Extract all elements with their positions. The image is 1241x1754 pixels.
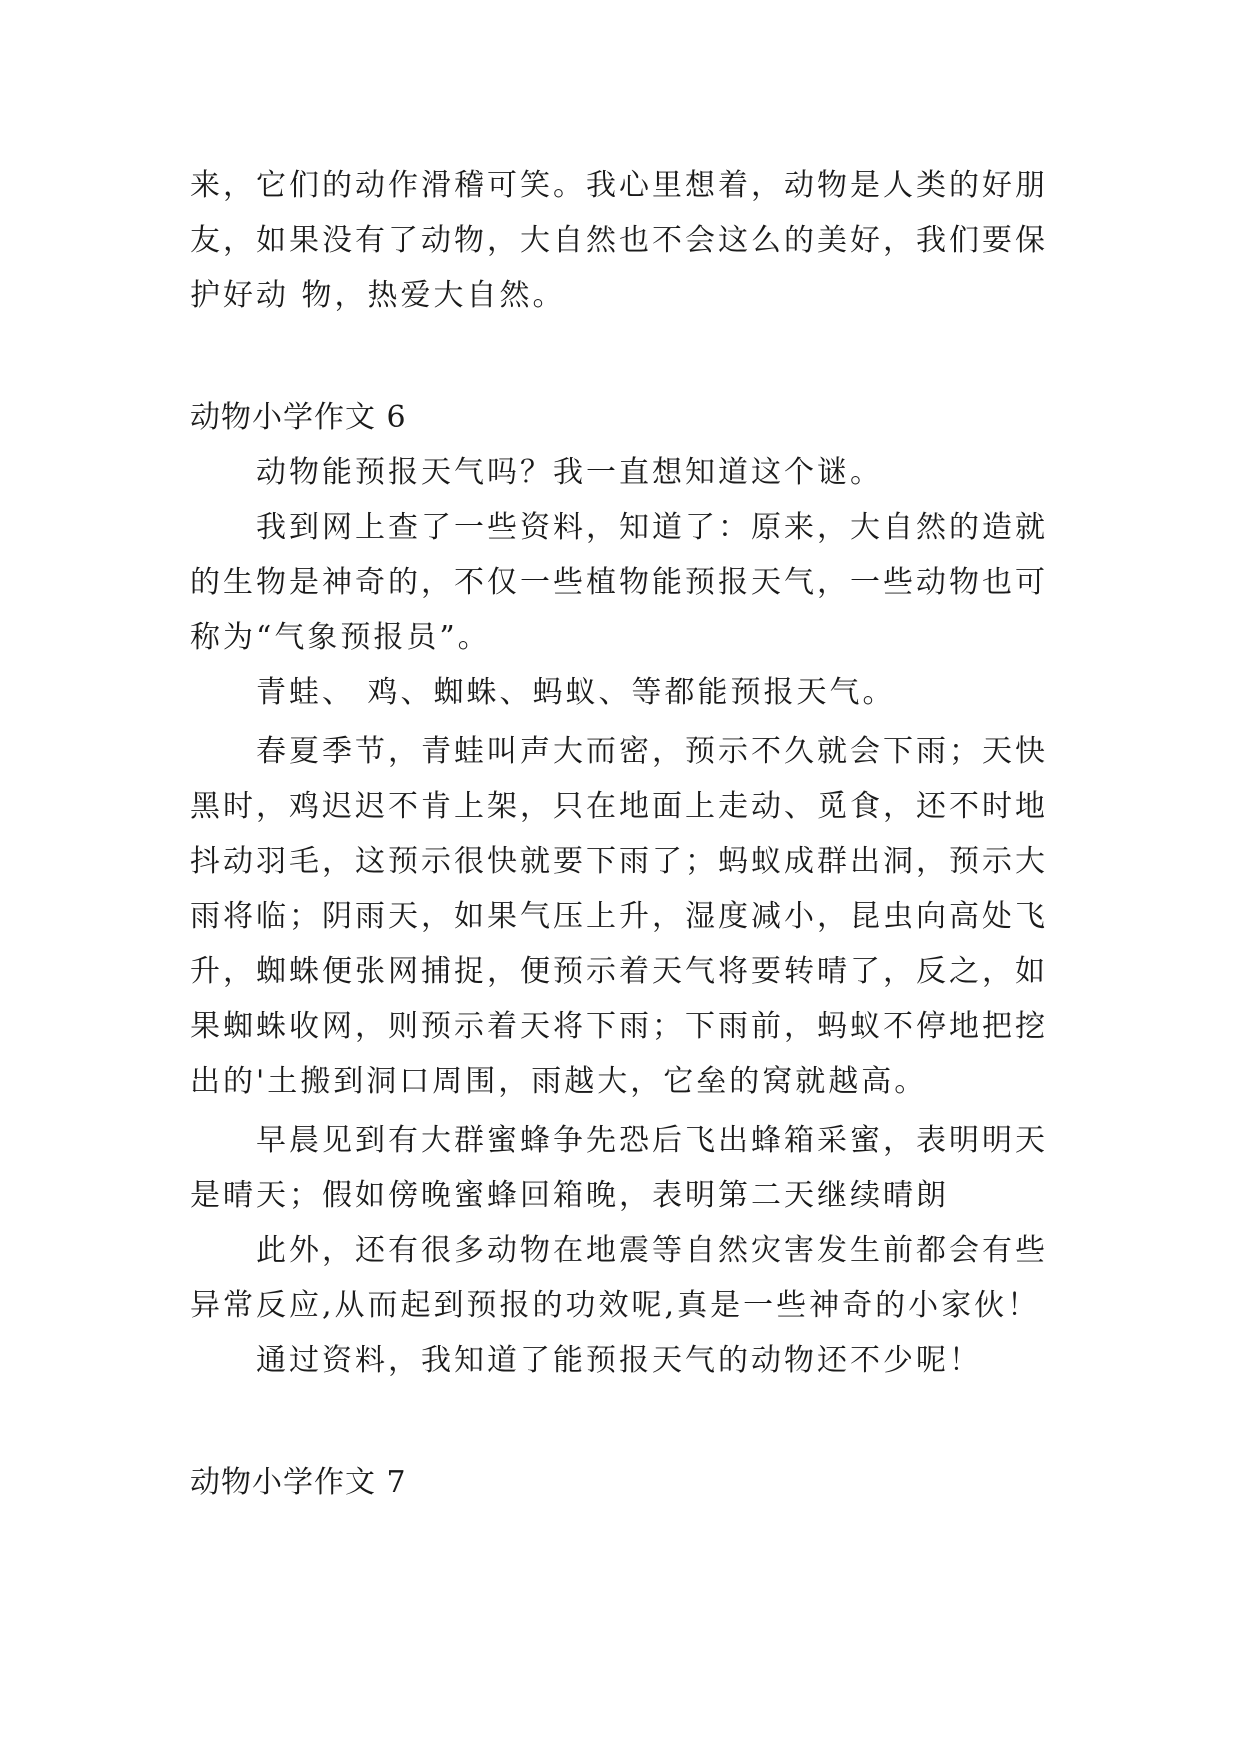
paragraph-line: 动物能预报天气吗？我一直想知道这个谜。 [256,455,883,490]
paragraph-line: 来，它们的动作滑稽可笑。我心里想着，动物是人类的好朋 [190,168,1048,203]
paragraph-line: 异常反应,从而起到预报的功效呢,真是一些神奇的小家伙！ [190,1288,1041,1323]
paragraph-line: 黑时，鸡迟迟不肯上架，只在地面上走动、觅食，还不时地 [190,789,1048,824]
paragraph-line: 友，如果没有了动物，大自然也不会这么的美好，我们要保 [190,223,1048,258]
paragraph-line: 果蜘蛛收网，则预示着天将下雨；下雨前，蚂蚁不停地把挖 [190,1009,1048,1044]
section-title: 动物小学作文 6 [190,400,407,435]
paragraph-line: 春夏季节，青蛙叫声大而密，预示不久就会下雨；天快 [256,734,1048,769]
paragraph-line: 通过资料，我知道了能预报天气的动物还不少呢！ [256,1343,982,1378]
paragraph-line: 称为“气象预报员”。 [190,620,491,655]
paragraph-line: 出的'土搬到洞口周围，雨越大，它垒的窝就越高。 [190,1064,928,1099]
paragraph-line: 早晨见到有大群蜜蜂争先恐后飞出蜂箱采蜜，表明明天 [256,1123,1048,1158]
paragraph-line: 我到网上查了一些资料，知道了：原来，大自然的造就 [256,510,1048,545]
paragraph-line: 是晴天；假如傍晚蜜蜂回箱晚，表明第二天继续晴朗 [190,1178,949,1213]
paragraph-line: 的生物是神奇的，不仅一些植物能预报天气，一些动物也可 [190,565,1048,600]
paragraph-line: 此外，还有很多动物在地震等自然灾害发生前都会有些 [256,1233,1048,1268]
paragraph-line: 雨将临；阴雨天，如果气压上升，湿度减小，昆虫向高处飞 [190,899,1048,934]
paragraph-line: 抖动羽毛，这预示很快就要下雨了；蚂蚁成群出洞，预示大 [190,844,1048,879]
paragraph-line: 护好动 物，热爱大自然。 [190,278,566,313]
paragraph-line: 升，蜘蛛便张网捕捉，便预示着天气将要转晴了，反之，如 [190,954,1048,989]
paragraph-line: 青蛙、 鸡、蜘蛛、蚂蚁、等都能预报天气。 [256,675,896,710]
section-title: 动物小学作文 7 [190,1465,407,1500]
